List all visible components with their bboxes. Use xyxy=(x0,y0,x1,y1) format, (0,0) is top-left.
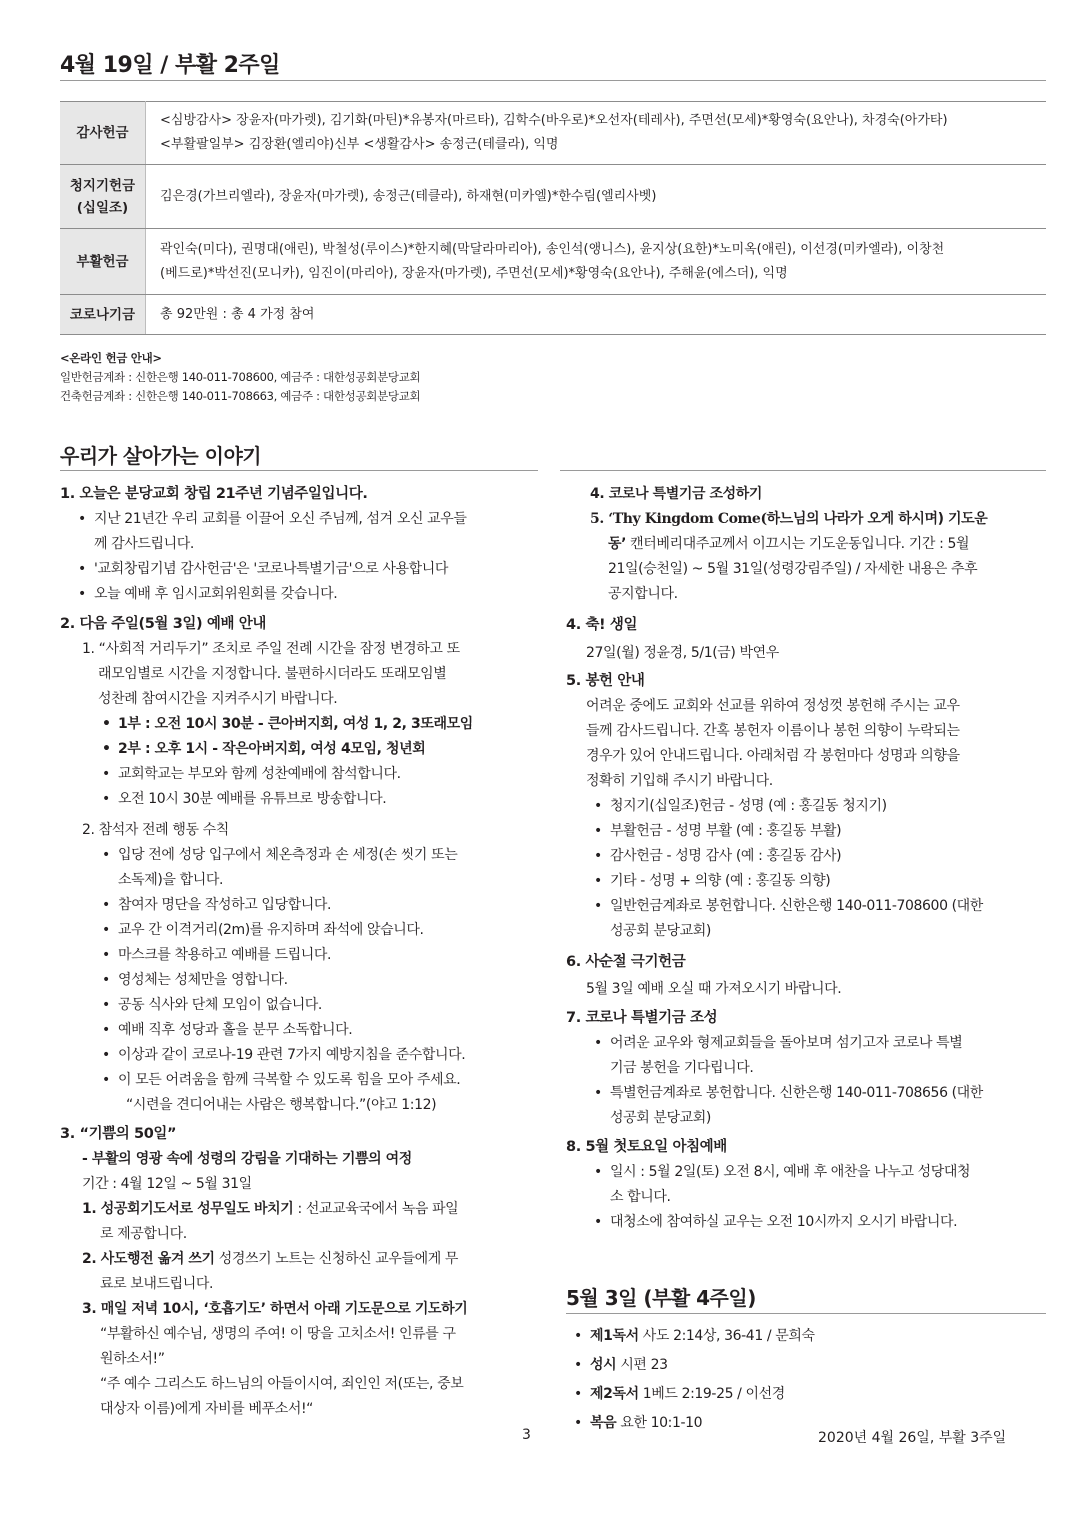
list-item: • 이 모든 어려움을 함께 극복할 수 있도록 힘을 모아 주세요. xyxy=(118,1068,540,1093)
offering-table xyxy=(60,101,1046,335)
list-item: • 기타 - 성명 + 의향 (예 : 홍길동 의향) xyxy=(610,869,1048,894)
right-column: 4. 코로나 특별기금 조성하기 5. ‘Thy Kingdom Come(하느님의 나라가 오게 하시며) 기도운 동’ 캔터베리대주교께서 이끄시는 기도운동입니다. 기간 : 5월 21일(승천일) ~ 5월 31일(성령강림주일) / 자세한 내용은 추후 공지합니다. 4. 축! 생일 27일(월) 정윤경, 5/1(금) 박연우 5. 봉헌 안내 어려운 중에도 교회와 선교를 위하여 정성껏 봉헌해 주시는 교우 들께 감사드립니다. 간혹 봉헌자 이름이나 봉헌 의향이 누락되는 경우가 있어 안내드립니다. 아래처럼 각 봉헌마다 성명과 의향을 정확히 기입해 주시기 바랍니다. • 청지기(십일조)헌금 - 성명 (예 : 홍길동 청지기) • 부활헌금 - 성명 부활 (예 : 홍길동 부활) • 감사헌금 - 성명 감사 (예 : 홍길동 감사) • 기타 - 성명 + 의향 (예 : 홍길동 의향) • 일반헌금계좌로 봉헌합니다. 신한은행 140-011-708600 (대한 성공회 분당교회) 6. 사순절 극기헌금 5월 3일 예배 오실 때 가져오시기 바랍니다. 7. 코로나 특별기금 조성 • 어려운 교우와 형제교회들을 돌아보며 섬기고자 코로나 특별 기금 봉헌을 기다립니다. • 특별헌금계좌로 봉헌합니다. 신한은행 140-011-708656 (대한 성공회 분당교회) 8. 5월 첫토요일 아침예배 • 일시 : 5월 2일(토) 오전 8시, 예배 후 애찬을 나누고 성당대청 소 합니다. • 대청소에 참여하실 교우는 오전 10시까지 오시기 바랍니다. xyxy=(566,482,1048,1235)
list-item: • 청지기(십일조)헌금 - 성명 (예 : 홍길동 청지기) xyxy=(610,794,1048,819)
section-heading: 5. 봉헌 안내 xyxy=(566,673,645,689)
list-item: 2. 참석자 전례 행동 수칙 xyxy=(82,822,229,838)
list-item: 4. 코로나 특별기금 조성하기 xyxy=(590,486,763,502)
list-item: • 교회학교는 부모와 함께 성찬예배에 참석합니다. xyxy=(118,762,540,787)
list-item: • 오전 10시 30분 예배를 유튜브로 방송합니다. xyxy=(118,787,540,812)
list-item: • '교회창립기념 감사헌금'은 '코로나특별기금'으로 사용합니다 xyxy=(94,557,540,582)
story-title: 우리가 살아가는 이야기 xyxy=(60,444,262,468)
row-label: 코로나기금 xyxy=(60,295,146,335)
list-item: • 마스크를 착용하고 예배를 드립니다. xyxy=(118,943,540,968)
section-heading: 4. 축! 생일 xyxy=(566,617,638,633)
list-item: 5. ‘Thy Kingdom Come(하느님의 나라가 오게 하시며) 기도운 xyxy=(590,511,988,527)
reading-item: • 복음 요한 10:1-10 xyxy=(590,1409,1030,1438)
list-item: 3. 매일 저녁 10시, ‘호흡기도’ 하면서 아래 기도문으로 기도하기 xyxy=(82,1301,468,1317)
row-value: 총 92만원 : 총 4 가정 참여 xyxy=(146,295,1047,335)
birthday-text: 27일(월) 정윤경, 5/1(금) 박연우 xyxy=(586,645,779,661)
reading-item: • 제2독서 1베드 2:19-25 / 이선경 xyxy=(590,1380,1030,1409)
table-row xyxy=(60,295,1046,335)
list-item: • 특별헌금계좌로 봉헌합니다. 신한은행 140-011-708656 (대한 xyxy=(610,1081,1048,1106)
next-sunday-divider xyxy=(566,1313,1046,1314)
page-number: 3 xyxy=(522,1427,531,1443)
next-sunday-title: 5월 3일 (부활 4주일) xyxy=(566,1286,756,1310)
reading-item: • 성시 시편 23 xyxy=(590,1351,1030,1380)
list-item: • 오늘 예배 후 임시교회위원회를 갖습니다. xyxy=(94,582,540,607)
list-item: • 영성체는 성체만을 영합니다. xyxy=(118,968,540,993)
list-item: • 입당 전에 성당 입구에서 체온측정과 손 세정(손 씻기 또는 xyxy=(118,843,540,868)
table-row xyxy=(60,102,1046,165)
list-item: 2. 사도행전 옮겨 쓰기 성경쓰기 노트는 신청하신 교우들에게 무 xyxy=(82,1251,459,1267)
list-item: • 일반헌금계좌로 봉헌합니다. 신한은행 140-011-708600 (대한 xyxy=(610,894,1048,919)
list-item: • 교우 간 이격거리(2m)를 유지하며 좌석에 앉습니다. xyxy=(118,918,540,943)
list-item: • 참여자 명단을 작성하고 입당합니다. xyxy=(118,893,540,918)
table-row xyxy=(60,165,1046,229)
section-subheading: - 부활의 영광 속에 성령의 강림을 기대하는 기쁨의 여정 xyxy=(82,1151,412,1167)
list-item: • 예배 직후 성당과 홀을 분무 소독합니다. xyxy=(118,1018,540,1043)
table-row xyxy=(60,229,1046,295)
list-item: 1. “사회적 거리두기” 조치로 주일 전례 시간을 잠정 변경하고 또 xyxy=(82,641,460,657)
online-offering-info xyxy=(60,349,420,406)
row-label: 부활헌금 xyxy=(60,229,146,295)
section-heading: 3. “기쁨의 50일” xyxy=(60,1126,177,1142)
reading-item: • 제1독서 사도 2:14상, 36-41 / 문희숙 xyxy=(590,1322,1030,1351)
list-item: • 1부 : 오전 10시 30분 - 큰아버지회, 여성 1, 2, 3또래모임 xyxy=(118,712,540,737)
left-column: 1. 오늘은 분당교회 창립 21주년 기념주일입니다. • 지난 21년간 우리 교회를 이끌어 오신 주님께, 섬겨 오신 교우들 께 감사드립니다. • '교회창립기념 감사헌금'은 '코로나특별기금'으로 사용합니다 • 오늘 예배 후 임시교회위원회를 갖습니다. 2. 다음 주일(5월 3일) 예배 안내 1. “사회적 거리두기” 조치로 주일 전례 시간을 잠정 변경하고 또 래모임별로 시간을 지정합니다. 불편하시더라도 또래모임별 성찬례 참여시간을 지켜주시기 바랍니다. • 1부 : 오전 10시 30분 - 큰아버지회, 여성 1, 2, 3또래모임 • 2부 : 오후 1시 - 작은아버지회, 여성 4모임, 청년회 • 교회학교는 부모와 함께 성찬예배에 참석합니다. • 오전 10시 30분 예배를 유튜브로 방송합니다. 2. 참석자 전례 행동 수칙 • 입당 전에 성당 입구에서 체온측정과 손 세정(손 씻기 또는 소독제)을 합니다. • 참여자 명단을 작성하고 입당합니다. • 교우 간 이격거리(2m)를 유지하며 좌석에 앉습니다. • 마스크를 착용하고 예배를 드립니다. • 영성체는 성체만을 영합니다. • 공동 식사와 단체 모임이 없습니다. • 예배 직후 성당과 홀을 분무 소독합니다. • 이상과 같이 코로나-19 관련 7가지 예방지침을 준수합니다. • 이 모든 어려움을 함께 극복할 수 있도록 힘을 모아 주세요. “시련을 견디어내는 사람은 행복합니다.”(야고 1:12) 3. “기쁨의 50일” - 부활의 영광 속에 성령의 강림을 기대하는 기쁨의 여정 기간 : 4월 12일 ~ 5월 31일 1. 성공회기도서로 성무일도 바치기 : 선교교육국에서 녹음 파일 로 제공합니다. 2. 사도행전 옮겨 쓰기 성경쓰기 노트는 신청하신 교우들에게 무 료로 보내드립니다. 3. 매일 저녁 10시, ‘호흡기도’ 하면서 아래 기도문으로 기도하기 “부활하신 예수님, 생명의 주여! 이 땅을 고치소서! 인류를 구 원하소서!” “주 예수 그리스도 하느님의 아들이시여, 죄인인 저(또는, 중보 대상자 이름)에게 자비를 베푸소서!“ xyxy=(60,482,540,1422)
period-text: 기간 : 4월 12일 ~ 5월 31일 xyxy=(82,1176,252,1192)
list-item: • 어려운 교우와 형제교회들을 돌아보며 섬기고자 코로나 특별 xyxy=(610,1031,1048,1056)
list-item: 1. 성공회기도서로 성무일도 바치기 : 선교교육국에서 녹음 파일 xyxy=(82,1201,459,1217)
readings-list xyxy=(590,1322,1030,1438)
page-title: 4월 19일 / 부활 2주일 xyxy=(60,53,280,78)
building-account: 건축헌금계좌 : 신한은행 140-011-708663, 예금주 : 대한성공회분당교회 xyxy=(60,389,421,403)
row-value: 곽인숙(미다), 권명대(애린), 박철성(루이스)*한지혜(막달라마리아), 송인석(앵니스), 윤지상(요한)*노미옥(애린), 이선경(미카엘라), 이창천 (베드로)*박선진(모니카), 임진이(마리아), 장윤자(마가렛), 주면선(모세)*황영숙(요안나), 주해윤(에스더), 익명 xyxy=(146,229,1047,295)
list-item: • 이상과 같이 코로나-19 관련 7가지 예방지침을 준수합니다. xyxy=(118,1043,540,1068)
section-heading: 8. 5월 첫토요일 아침예배 xyxy=(566,1139,727,1155)
title-divider xyxy=(60,80,1046,81)
prayer-text: “부활하신 예수님, 생명의 주여! 이 땅을 고치소서! 인류를 구 원하소서!” “주 예수 그리스도 하느님의 아들이시여, 죄인인 저(또는, 중보 대상자 이름)에게 자비를 베푸소서!“ xyxy=(100,1326,464,1417)
list-item: • 2부 : 오후 1시 - 작은아버지회, 여성 4모임, 청년회 xyxy=(118,737,540,762)
section-heading: 6. 사순절 극기헌금 xyxy=(566,954,686,970)
list-item: • 대청소에 참여하실 교우는 오전 10시까지 오시기 바랍니다. xyxy=(610,1210,1048,1235)
scripture-quote: “시련을 견디어내는 사람은 행복합니다.”(야고 1:12) xyxy=(126,1097,437,1113)
story-divider-right xyxy=(560,470,1046,471)
section-heading: 1. 오늘은 분당교회 창립 21주년 기념주일입니다. xyxy=(60,486,368,502)
general-account: 일반헌금계좌 : 신한은행 140-011-708600, 예금주 : 대한성공회분당교회 xyxy=(60,370,421,384)
list-item-cont: 께 감사드립니다. xyxy=(94,536,194,552)
section-heading: 2. 다음 주일(5월 3일) 예배 안내 xyxy=(60,616,266,632)
list-item: • 지난 21년간 우리 교회를 이끌어 오신 주님께, 섬겨 오신 교우들 xyxy=(94,507,540,532)
story-divider-left xyxy=(60,470,538,471)
row-label: 청지기헌금 (십일조) xyxy=(60,165,146,229)
section-heading: 7. 코로나 특별기금 조성 xyxy=(566,1010,718,1026)
list-item: • 공동 식사와 단체 모임이 없습니다. xyxy=(118,993,540,1018)
footer-date: 2020년 4월 26일, 부활 3주일 xyxy=(818,1430,1007,1446)
online-heading: <온라인 헌금 안내> xyxy=(60,351,162,365)
list-item: • 일시 : 5월 2일(토) 오전 8시, 예배 후 애찬을 나누고 성당대청 xyxy=(610,1160,1048,1185)
row-label: 감사헌금 xyxy=(60,102,146,165)
row-value: <심방감사> 장윤자(마가렛), 김기화(마틴)*유봉자(마르타), 김학수(바우로)*오선자(테레사), 주면선(모세)*황영숙(요안나), 차경숙(아가타) <부활팔일부> 김장환(엘리야)신부 <생활감사> 송정근(테클라), 익명 xyxy=(146,102,1047,165)
list-item: • 감사헌금 - 성명 감사 (예 : 홍길동 감사) xyxy=(610,844,1048,869)
list-item: • 부활헌금 - 성명 부활 (예 : 홍길동 부활) xyxy=(610,819,1048,844)
row-value: 김은경(가브리엘라), 장윤자(마가렛), 송정근(테클라), 하재현(미카엘)*한수림(엘리사벳) xyxy=(146,165,1047,229)
